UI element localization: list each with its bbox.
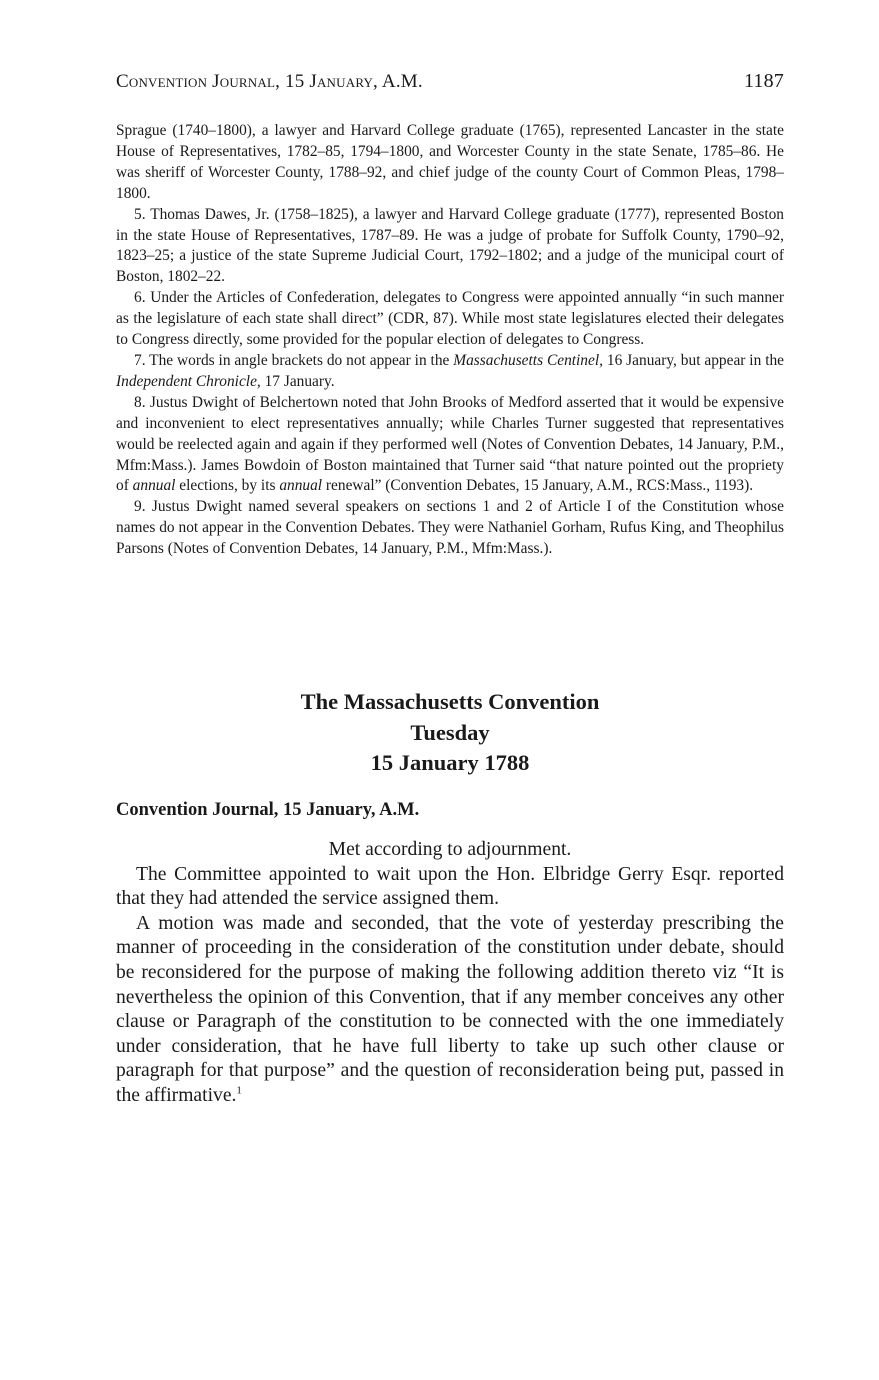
body-paragraph-2: The Committee appointed to wait upon the Hon. Elbridge Gerry Esqr. reported that they had attended the service assigned them. — [116, 863, 784, 910]
note-6: 6. Under the Articles of Confederation, delegates to Congress were appointed annually “in such manner as the legislature of each state shall direct” (CDR, 87). While most state legislatures elected their delegates to Congress directly, some provided for the popular election of delegates to Congress. — [116, 289, 784, 349]
italic-title: Independent Chronicle, — [116, 372, 261, 390]
italic-title: Massachusetts Centinel, — [453, 351, 603, 369]
section-heading — [116, 687, 784, 779]
heading-line-1: The Massachusetts Convention — [300, 689, 600, 714]
running-head-title: Convention Journal, 15 January, A.M. — [116, 71, 423, 92]
note-8: 8. Justus Dwight of Belchertown noted that John Brooks of Medford asserted that it would be expensive and inconvenient to elect representatives annually; while Charles Turner suggested that representatives would be reelected again and again if they performed well (Notes of Convention Debates, 14 January, P.M., Mfm:Mass.). James Bowdoin of Boston maintained that Turner said “that nature pointed out the propriety of annual elections, by its annual renewal” (Convention Debates, 15 January, A.M., RCS:Mass., 1193). — [116, 393, 784, 495]
heading-line-2: Tuesday — [410, 719, 490, 745]
italic-word: annual — [279, 477, 323, 495]
footnote-marker: 1 — [236, 1084, 242, 1097]
note-4-continued: Sprague (1740–1800), a lawyer and Harvard College graduate (1765), represented Lancaster in the state House of Representatives, 1782–85, 1794–1800, and Worcester County in the state Senate, 1785–86. He was sheriff of Worcester County, 1788–92, and chief judge of the county Court of Common Pleas, 1798–1800. — [116, 122, 784, 202]
note-9: 9. Justus Dwight named several speakers on sections 1 and 2 of Article I of the Constitution whose names do not appear in the Convention Debates. They were Nathaniel Gorham, Rufus King, and Theophilus Parsons (Notes of Convention Debates, 14 January, P.M., Mfm:Mass.). — [116, 498, 784, 558]
footnotes — [116, 121, 784, 560]
body-paragraph-1: Met according to adjournment. — [328, 839, 572, 860]
italic-word: annual — [132, 477, 176, 495]
body-paragraph-3: A motion was made and seconded, that the vote of yesterday prescribing the manner of proceeding in the consideration of the constitution under debate, should be reconsidered for the purpose of making the following addition thereto viz “It is nevertheless the opinion of this Convention, that if any member conceives any other clause or Paragraph of the constitution to be connected with the one immediately under consideration, that he have full liberty to take up such other clause or paragraph for that purpose” and the question of reconsideration being put, passed in the affirmative.$^1$ — [116, 912, 784, 1106]
journal-body — [116, 838, 784, 1109]
page-number: 1187 — [743, 70, 784, 92]
note-7: 7. The words in angle brackets do not appear in the Massachusetts Centinel, 16 January, but appear in the Independent Chronicle, 17 January. — [116, 351, 784, 390]
subsection-title: Convention Journal, 15 January, A.M. — [116, 800, 420, 820]
running-head — [116, 70, 784, 93]
note-5: 5. Thomas Dawes, Jr. (1758–1825), a lawyer and Harvard College graduate (1777), represented Boston in the state House of Representatives, 1787–89. He was a judge of probate for Suffolk County, 1790–92, 1823–25; a justice of the state Supreme Judicial Court, 1792–1802; and a judge of the municipal court of Boston, 1802–22. — [116, 205, 784, 286]
heading-line-3: 15 January 1788 — [370, 750, 530, 775]
